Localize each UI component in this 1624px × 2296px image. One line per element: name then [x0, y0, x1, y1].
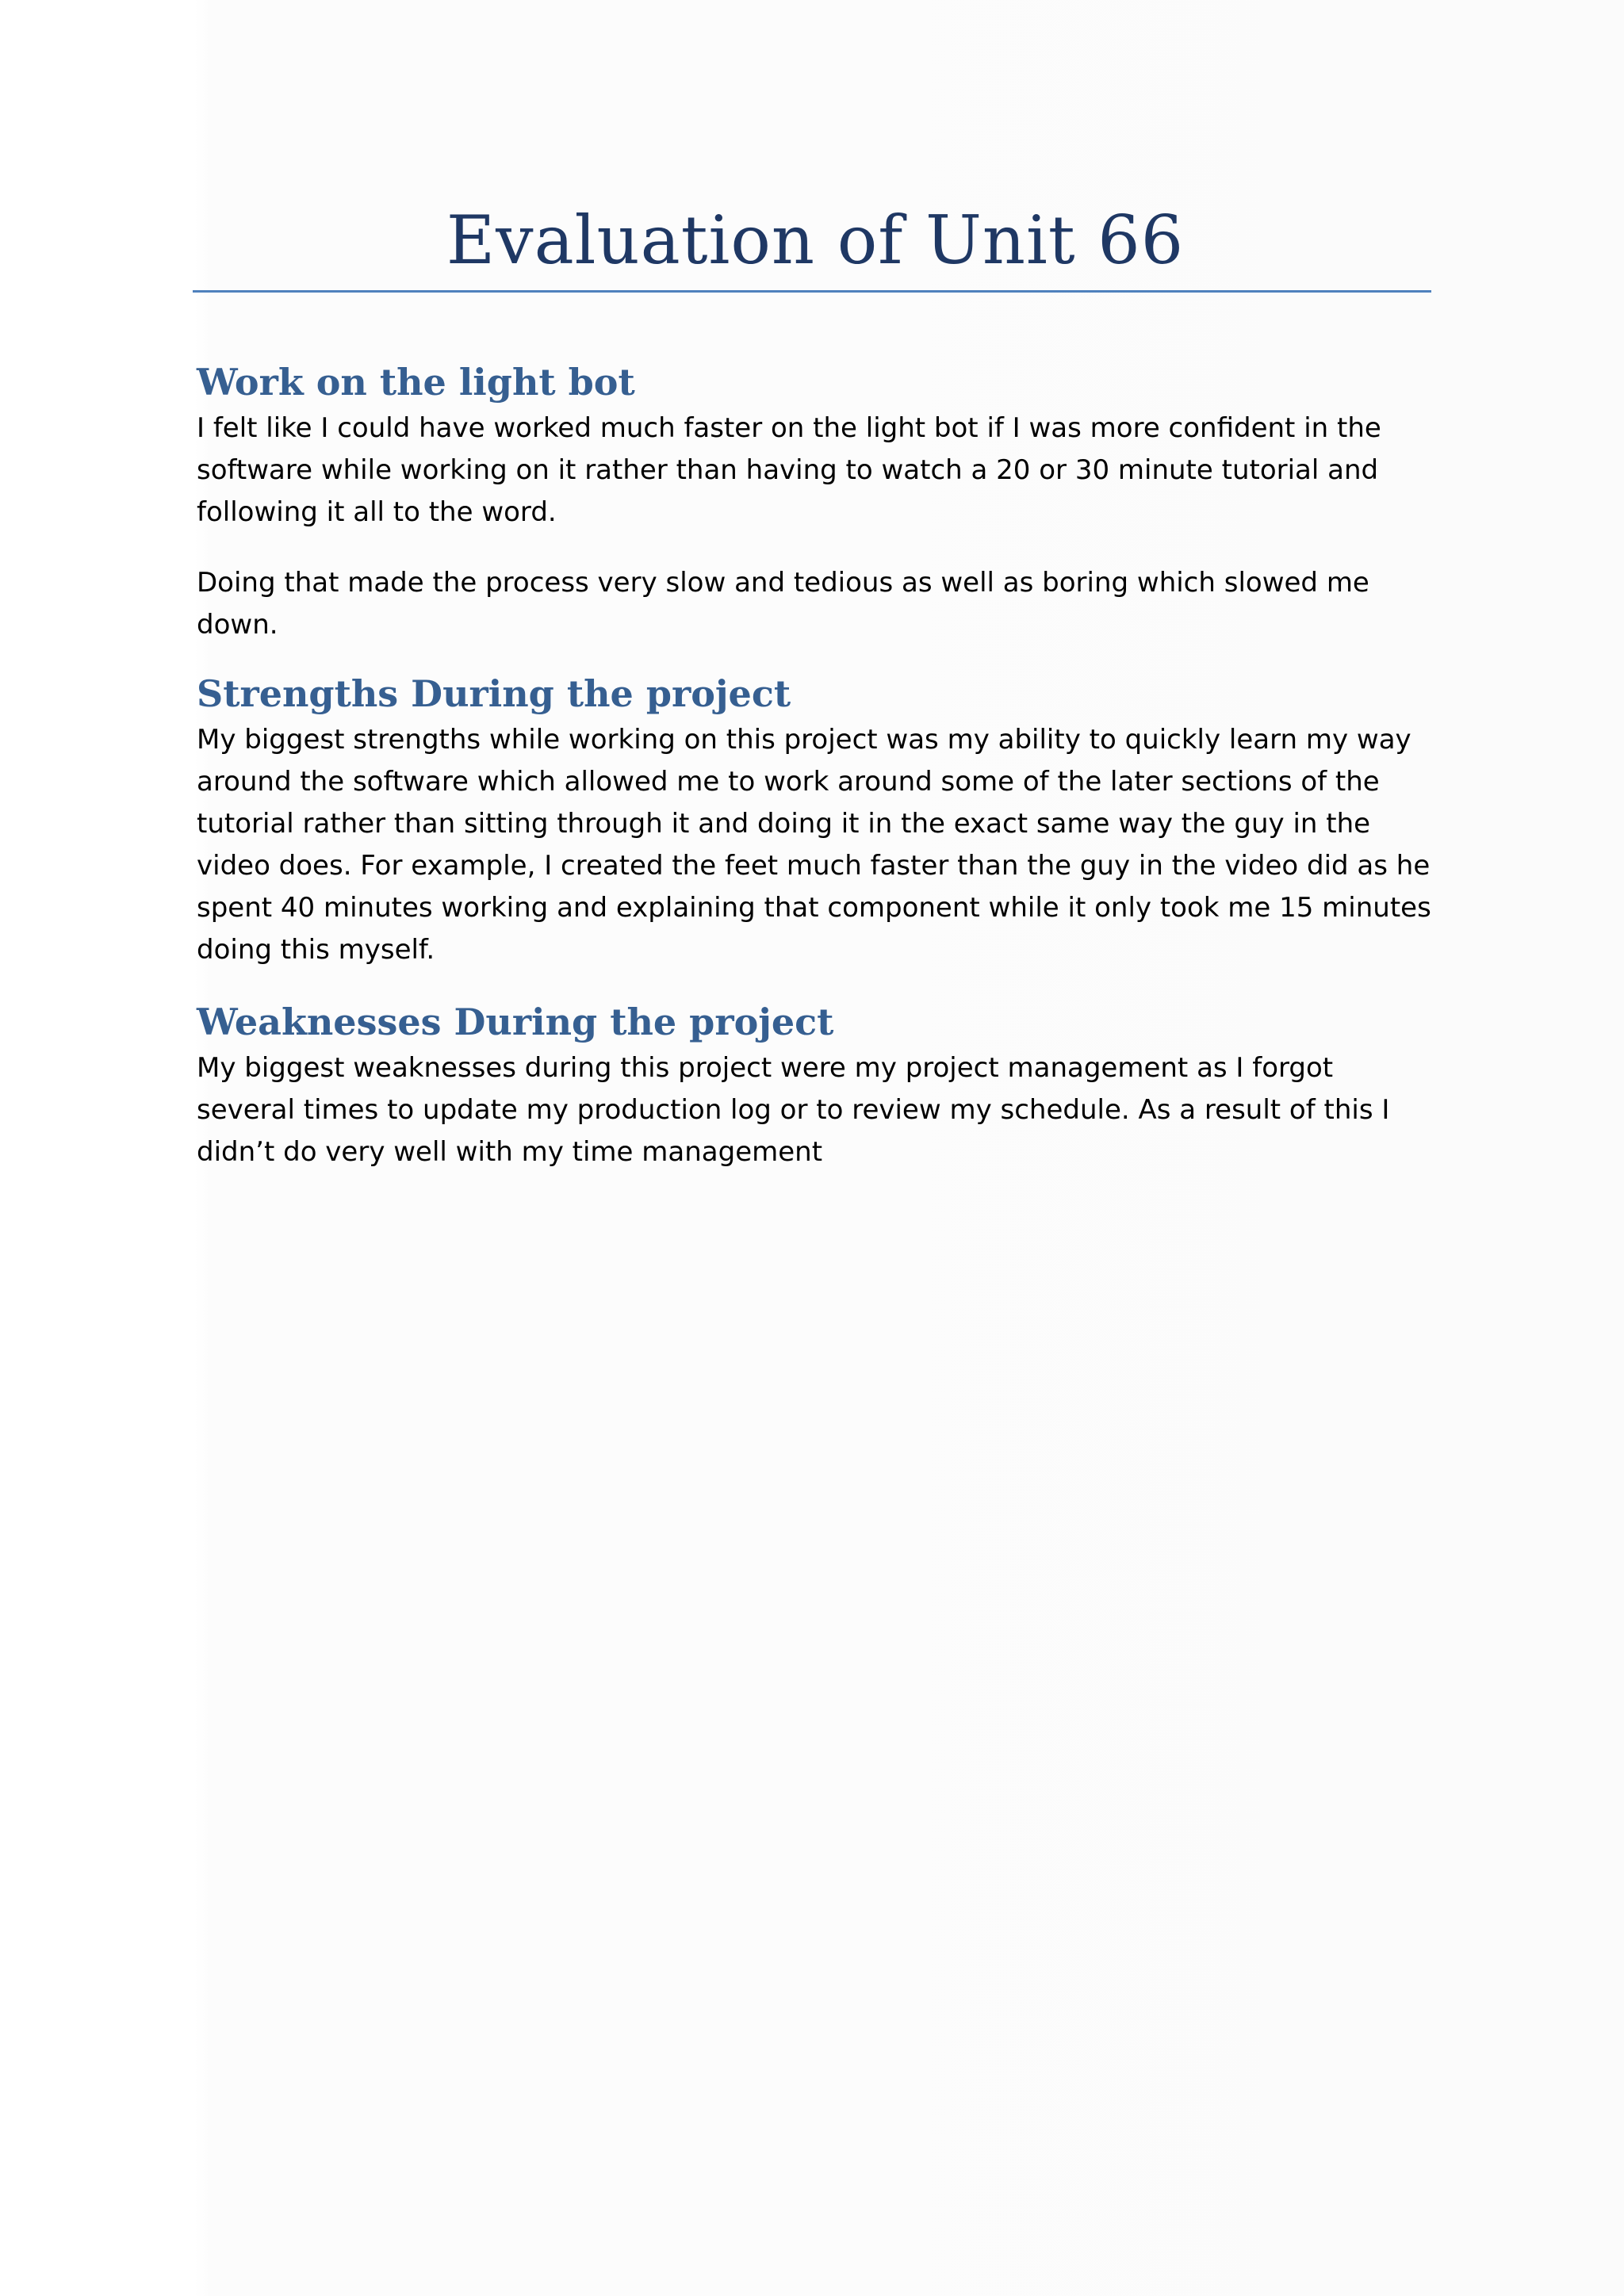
- section-paragraph: My biggest weaknesses during this project were my project management as I forgot several times to update my production log or to review my schedule. As a result of this I didn’t do very well with my time management: [197, 1052, 1390, 1168]
- section-paragraph: My biggest strengths while working on this project was my ability to quickly learn my way around the software which allowed me to work around some of the later sections of the tutorial rather than sitting through it and doing it in the exact same way the guy in the video does. For example, I created the feet much faster than the guy in the video did as he spent 40 minutes working and explaining that component while it only took me 15 minutes doing this myself.: [197, 724, 1431, 966]
- section-light-bot: [197, 357, 1434, 646]
- section-paragraph: I felt like I could have worked much faster on the light bot if I was more confident in the software while working on it rather than having to watch a 20 or 30 minute tutorial and following it all to the word.: [197, 412, 1381, 528]
- section-paragraph: Doing that made the process very slow and tedious as well as boring which slowed me down.: [197, 567, 1369, 641]
- section-heading: Strengths During the project: [197, 672, 791, 715]
- section-weaknesses: [197, 997, 1434, 1173]
- section-strengths: [197, 668, 1434, 971]
- title-underline: [193, 290, 1431, 293]
- section-heading: Work on the light bot: [197, 361, 635, 404]
- section-heading: Weaknesses During the project: [197, 1001, 834, 1043]
- document-title: Evaluation of Unit 66: [446, 201, 1185, 279]
